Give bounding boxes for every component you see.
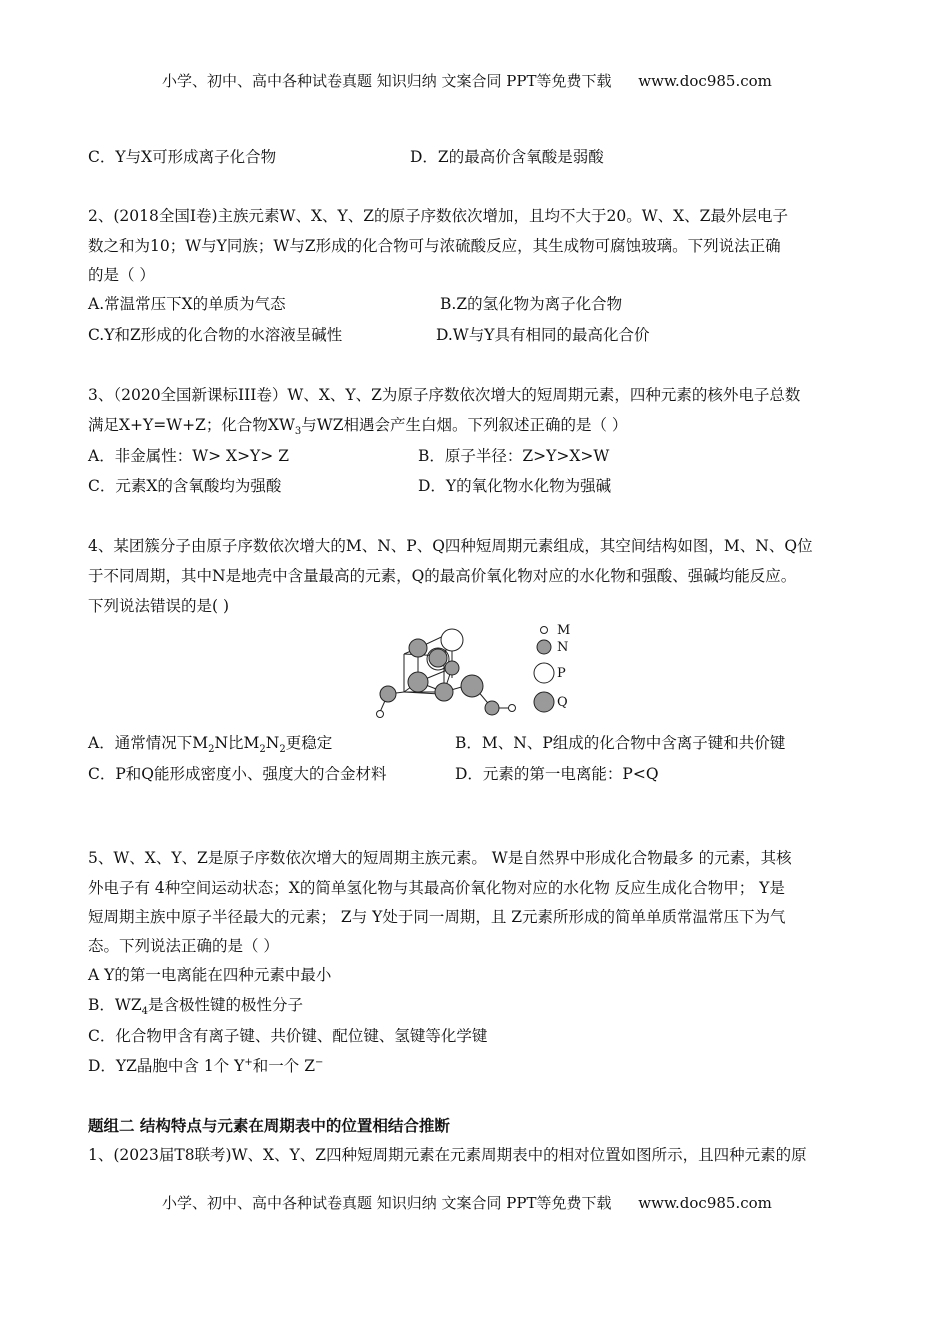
q2-stem-line1: 2、(2018全国Ⅰ卷)主族元素W、X、Y、Z的原子序数依次增加，且均不大于20。W、X、Z最外层电子 [88, 207, 788, 225]
q4-a-sub3: 2 [279, 744, 286, 756]
atom-n [445, 661, 459, 675]
q4-a-sub1: 2 [208, 744, 215, 756]
q5-b-sub: 4 [141, 1006, 148, 1018]
q1-option-d: D．Z的最高价含氧酸是弱酸 [410, 148, 604, 166]
q4-option-d: D．元素的第一电离能：P<Q [455, 765, 659, 783]
q5-d-text2: 和一个 Z [252, 1057, 315, 1075]
q3-option-d: D．Y的氧化物水化物为强碱 [418, 477, 612, 495]
q1-option-c: C．Y与X可形成离子化合物 [88, 148, 277, 166]
q4-option-b: B．M、N、P组成的化合物中含离子键和共价键 [455, 734, 786, 752]
q4-a-sub2: 2 [259, 744, 266, 756]
header-text: 小学、初中、高中各种试卷真题 知识归纳 文案合同 PPT等免费下载 [162, 72, 612, 90]
q4-option-a [88, 731, 333, 756]
legend-q-label: Q [557, 695, 568, 710]
header-site: www.doc985.com [638, 72, 772, 90]
q5-d-sup1: + [244, 1056, 253, 1068]
atom-n [485, 701, 499, 715]
q4-a-text4: 更稳定 [285, 734, 333, 752]
q4-stem-line1: 4、某团簇分子由原子序数依次增大的M、N、P、Q四种短周期元素组成，其空间结构如图，M、N、Q位 [88, 537, 813, 555]
q3-option-a: A．非金属性：W> X>Y> Z [88, 447, 289, 465]
q4-option-c: C．P和Q能形成密度小、强度大的合金材料 [88, 765, 387, 783]
q5-option-a: A Y的第一电离能在四种元素中最小 [88, 966, 332, 984]
q2-option-c: C.Y和Z形成的化合物的水溶液呈碱性 [88, 326, 343, 344]
footer-site: www.doc985.com [638, 1194, 772, 1212]
legend-n-label: N [557, 640, 569, 655]
q5-b-text2: 是含极性键的极性分子 [147, 996, 303, 1014]
legend-n-icon [537, 640, 551, 654]
q3-stem-part1: 满足X+Y=W+Z；化合物XW [88, 416, 295, 434]
footer-text: 小学、初中、高中各种试卷真题 知识归纳 文案合同 PPT等免费下载 [162, 1194, 612, 1212]
q3-subscript: 3 [294, 426, 302, 438]
q5-stem-line2: 外电子有 4种空间运动状态；X的简单氢化物与其最高价氧化物对应的水化物 反应生成化合物甲； Y是 [88, 879, 785, 897]
q5-b-text1: B．WZ [88, 996, 142, 1014]
q3-option-b: B．原子半径：Z>Y>X>W [418, 447, 610, 465]
legend-m-icon [541, 627, 548, 634]
q5-d-sup2: − [314, 1056, 324, 1068]
q3-option-c: C．元素X的含氧酸均为强酸 [88, 477, 282, 495]
q5-d-text1: D．YZ晶胞中含 1个 Y [88, 1057, 245, 1075]
q2-option-b: B.Z的氢化物为离子化合物 [440, 295, 623, 313]
legend-q-icon [534, 692, 554, 712]
group2-q1-stem: 1、(2023届T8联考)W、X、Y、Z四种短周期元素在元素周期表中的相对位置如图所示，且四种元素的原 [88, 1146, 807, 1164]
legend-p-icon [534, 663, 554, 683]
cluster-molecule-figure [370, 618, 590, 722]
q4-a-text2: N比M [214, 734, 260, 752]
atom-n [409, 639, 427, 657]
q4-a-text1: A．通常情况下M [88, 734, 209, 752]
q5-stem-line4: 态。下列说法正确的是（ ） [88, 937, 279, 955]
q2-stem-line2: 数之和为10；W与Y同族；W与Z形成的化合物可与浓硫酸反应，其生成物可腐蚀玻璃。下列说法正确 [88, 237, 781, 255]
atom-m [509, 705, 516, 712]
atom-q [408, 672, 428, 692]
q5-option-c: C．化合物甲含有离子键、共价键、配位键、氢键等化学键 [88, 1027, 488, 1045]
q3-stem-line2 [88, 413, 628, 438]
atom-n [429, 649, 447, 667]
legend-p-label: P [557, 666, 566, 681]
atom-n [435, 683, 453, 701]
q2-stem-line3: 的是（ ） [88, 266, 155, 284]
atom-m [377, 711, 384, 718]
q2-option-d: D.W与Y具有相同的最高化合价 [436, 326, 650, 344]
q5-stem-line3: 短周期主族中原子半径最大的元素； Z与 Y处于同一周期，且 Z元素所形成的简单单质常温常压下为气 [88, 908, 786, 926]
page-footer [162, 1192, 772, 1213]
q3-stem-line1: 3、（2020全国新课标III卷）W、X、Y、Z为原子序数依次增大的短周期元素，四种元素的核外电子总数 [88, 386, 801, 404]
q5-stem-line1: 5、W、X、Y、Z是原子序数依次增大的短周期主族元素。 W是自然界中形成化合物最多 的元素，其核 [88, 849, 792, 867]
q5-option-b [88, 993, 303, 1018]
q2-option-a: A.常温常压下X的单质为气态 [88, 295, 286, 313]
page-header [162, 70, 772, 91]
q4-a-text3: N [265, 734, 280, 752]
q4-stem-line3: 下列说法错误的是( ) [88, 597, 230, 615]
q3-stem-part2: 与WZ相遇会产生白烟。下列叙述正确的是（ ） [301, 416, 628, 434]
q4-stem-line2: 于不同周期，其中N是地壳中含量最高的元素，Q的最高价氧化物对应的水化物和强酸、强碱均能反应。 [88, 567, 797, 585]
legend-m-label: M [557, 623, 571, 638]
q5-option-d [88, 1054, 323, 1076]
group2-title: 题组二 结构特点与元素在周期表中的位置相结合推断 [88, 1116, 450, 1135]
atom-n [380, 686, 396, 702]
atom-p [441, 629, 463, 651]
atom-q [461, 675, 483, 697]
